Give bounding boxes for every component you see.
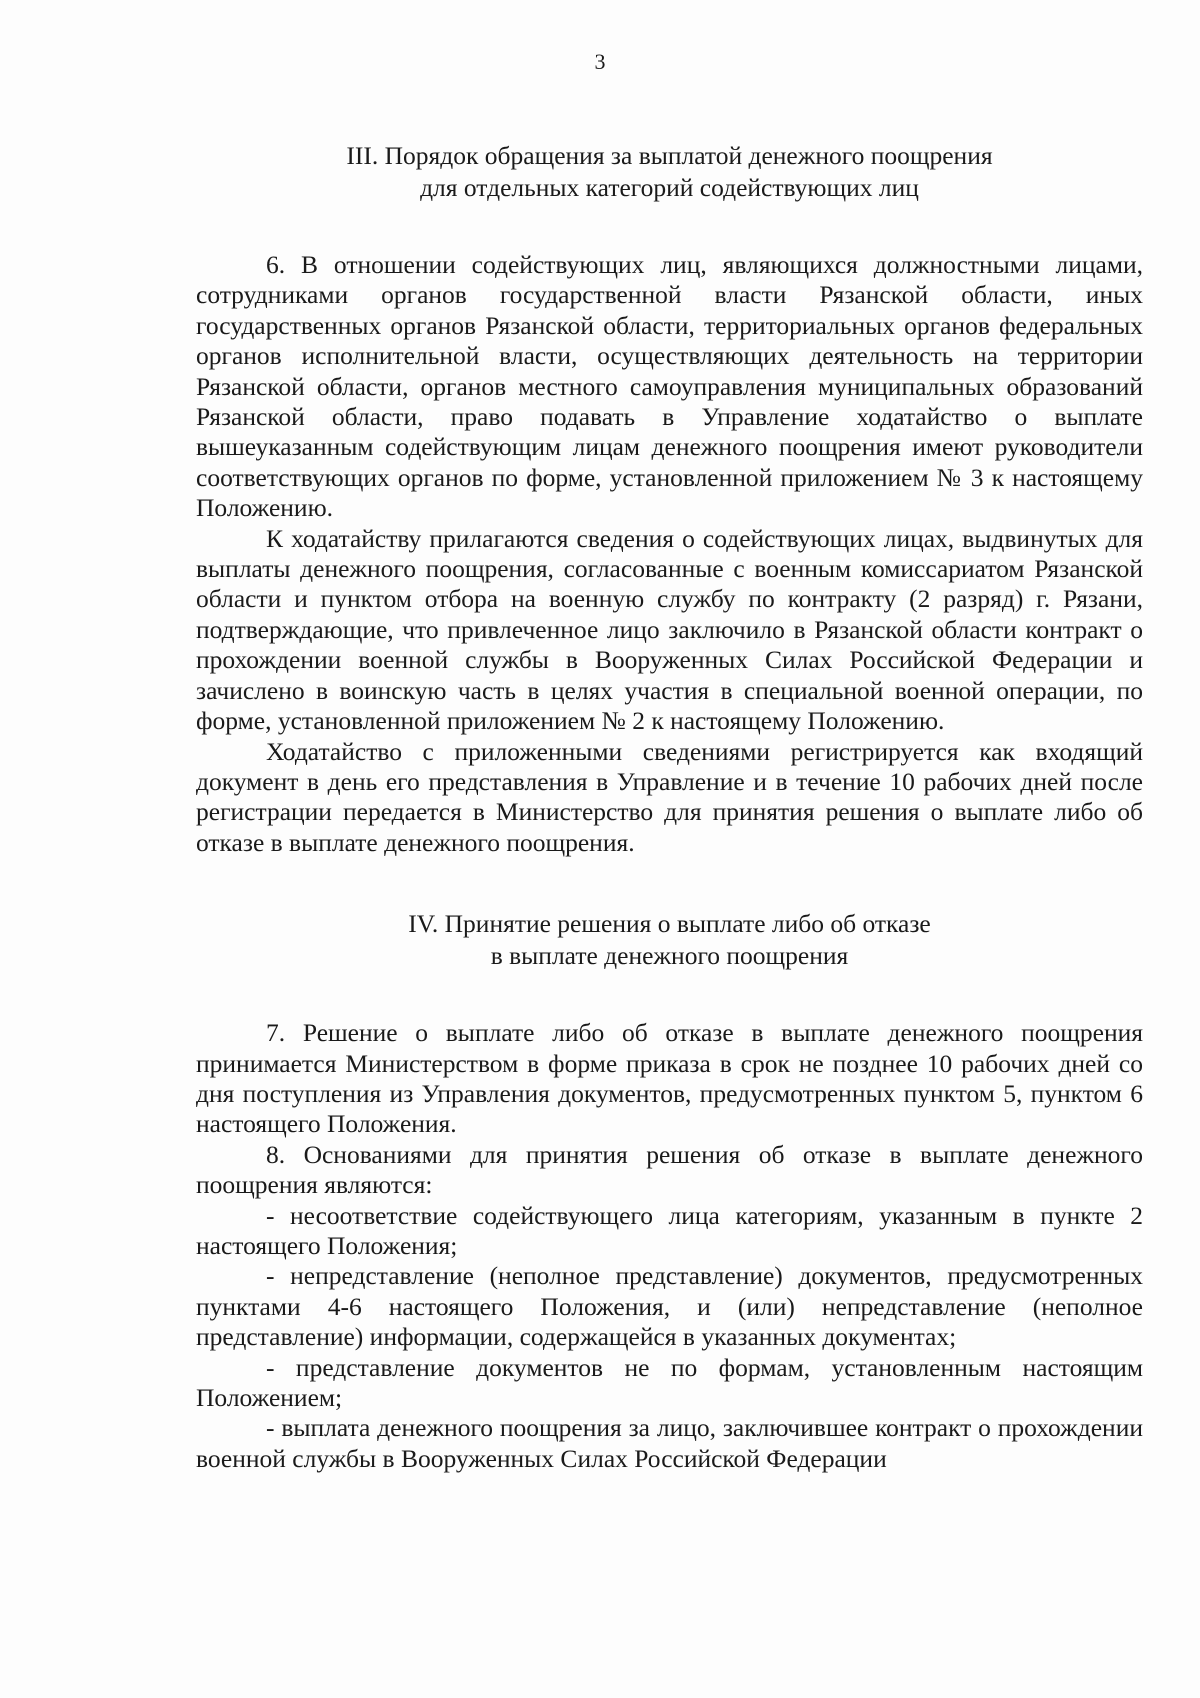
paragraph-6-attachments: К ходатайству прилагаются сведения о содействующих лицах, выдвинутых для выплаты денежного поощрения, согласованные с военным комиссариатом Рязанской области и пунктом отбора на военную службу по контракту (2 разряд) г. Рязани, подтверждающие, что привлеченное лицо заключило в Рязанской области контракт о прохождении военной службы в Вооруженных Силах Российской Федерации и зачислено в воинскую часть в целях участия в специальной военной операции, по форме, установленной приложением № 2 к настоящему Положению. (196, 523, 1143, 736)
page-number: 3 (594, 49, 606, 74)
section-4-heading-line-2: в выплате денежного поощрения (490, 941, 849, 971)
page-content (196, 140, 1143, 1474)
refusal-ground-item: - несоответствие содействующего лица категориям, указанным в пункте 2 настоящего Положения; (196, 1200, 1143, 1260)
paragraph-7: 7. Решение о выплате либо об отказе в выплате денежного поощрения принимается Министерством в форме приказа в срок не позднее 10 рабочих дней со дня поступления из Управления документов, предусмотренных пунктом 5, пунктом 6 настоящего Положения. (196, 1018, 1143, 1139)
refusal-ground-item: - выплата денежного поощрения за лицо, заключившее контракт о прохождении военной службы в Вооруженных Силах Российской Федерации (196, 1413, 1143, 1473)
section-4-heading (196, 908, 1143, 972)
section-3-heading-line-1: III. Порядок обращения за выплатой денежного поощрения (346, 141, 993, 170)
paragraph-6-registration: Ходатайство с приложенными сведениями регистрируется как входящий документ в день его представления в Управление и в течение 10 рабочих дней после регистрации передается в Министерство для принятия решения о выплате либо об отказе в выплате денежного поощрения. (196, 736, 1143, 857)
paragraph-8: 8. Основаниями для принятия решения об отказе в выплате денежного поощрения являются: (196, 1139, 1143, 1200)
refusal-ground-item: - непредставление (неполное представление) документов, предусмотренных пунктами 4-6 настоящего Положения, и (или) непредставление (неполное представление) информации, содержащейся в указанных документах; (196, 1261, 1143, 1352)
paragraph-6: 6. В отношении содействующих лиц, являющихся должностными лицами, сотрудниками органов государственной власти Рязанской области, иных государственных органов Рязанской области, территориальных органов федеральных органов исполнительной власти, осуществляющих деятельность на территории Рязанской области, органов местного самоуправления муниципальных образований Рязанской области, право подавать в Управление ходатайство о выплате вышеуказанным содействующим лицам денежного поощрения имеют руководители соответствующих органов по форме, установленной приложением № 3 к настоящему Положению. (196, 250, 1143, 523)
refusal-ground-item: - представление документов не по формам, установленным настоящим Положением; (196, 1352, 1143, 1412)
section-3-heading (196, 140, 1143, 204)
section-3-heading-line-2: для отдельных категорий содействующих лиц (420, 173, 919, 202)
section-4-heading-line-1: IV. Принятие решения о выплате либо об отказе (408, 909, 931, 939)
